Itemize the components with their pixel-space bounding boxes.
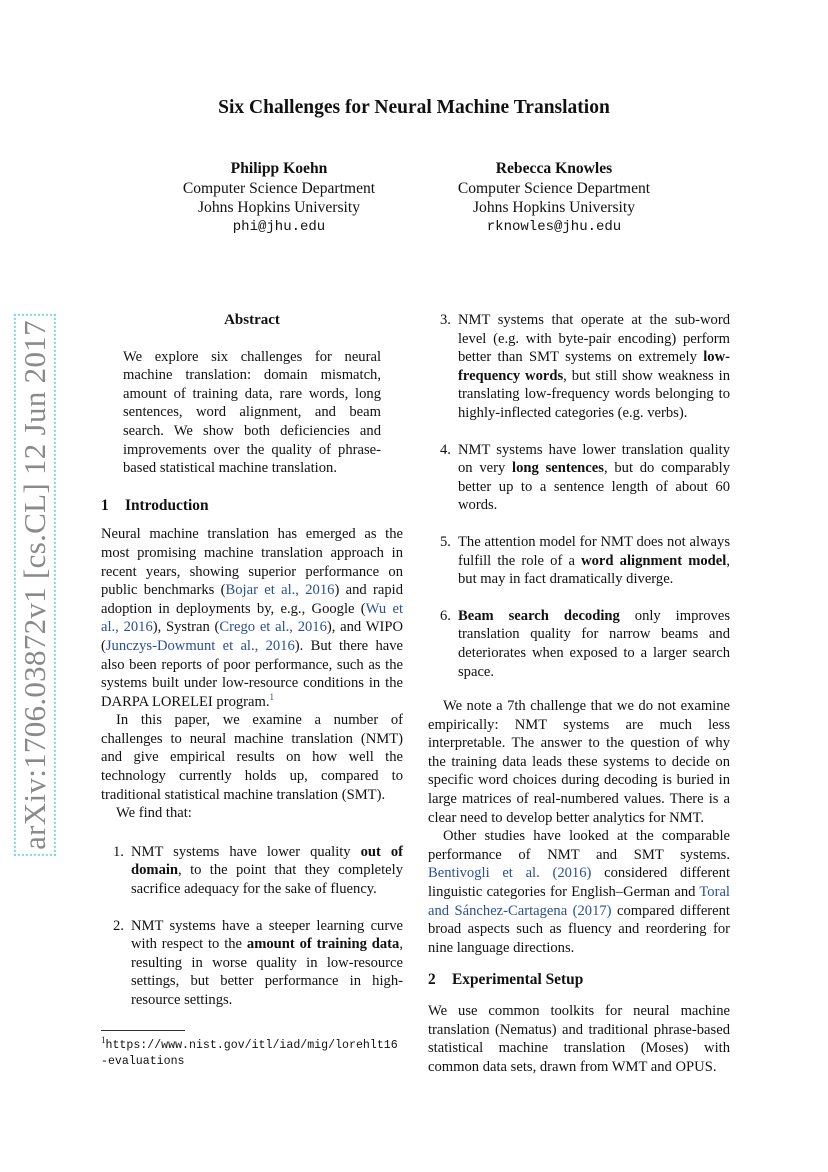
list-number: 4. bbox=[440, 441, 451, 458]
list-item bbox=[428, 441, 730, 515]
paper-title: Six Challenges for Neural Machine Translation bbox=[218, 97, 610, 118]
list-number: 5. bbox=[440, 533, 451, 550]
author-university: Johns Hopkins University bbox=[472, 199, 635, 216]
intro-paragraph bbox=[101, 525, 403, 711]
footnote-marker[interactable]: 1 bbox=[269, 691, 274, 702]
section-title: Introduction bbox=[125, 496, 209, 514]
text-run: ). But there have also been reports of poor performance, such as the systems built under low-resource conditions in the DARPA LORELEI program. bbox=[101, 637, 403, 710]
list-item bbox=[428, 533, 730, 589]
list-number: 2. bbox=[113, 917, 124, 934]
citation-link[interactable]: Bentivogli et al. (2016) bbox=[428, 865, 592, 882]
list-number: 6. bbox=[440, 607, 451, 624]
citation-link[interactable]: Toral and Sánchez-Cartagena (2017) bbox=[428, 884, 730, 919]
text-run: Other studies have looked at the comparable performance of NMT and SMT systems. bbox=[428, 828, 730, 863]
author-email: phi@jhu.edu bbox=[232, 218, 326, 235]
emphasis: amount of training data bbox=[246, 936, 400, 953]
list-item bbox=[101, 843, 403, 899]
text-run: Neural machine translation has emerged as the most promising machine translation approach in recent years, showing superior performance on public benchmarks ( bbox=[101, 526, 403, 599]
text-run: The attention model for NMT does not always fulfill the role of a bbox=[458, 533, 730, 569]
author-name: Rebecca Knowles bbox=[495, 160, 613, 177]
author-department: Computer Science Department bbox=[182, 179, 376, 197]
section-number: 1 bbox=[101, 496, 109, 514]
emphasis: word alignment model bbox=[581, 552, 727, 569]
list-number: 1. bbox=[113, 843, 124, 860]
citation-link[interactable]: Junczys-Dowmunt et al., 2016 bbox=[105, 637, 295, 654]
challenge-list bbox=[428, 311, 730, 681]
text-run: compared different broad aspects such as fluency and reordering for nine language directions. bbox=[428, 902, 730, 956]
emphasis: long sentences bbox=[512, 460, 604, 477]
text-run: NMT systems have lower translation quality on very bbox=[458, 441, 730, 477]
text-run: , but do comparably better up to a sentence length of about 60 words. bbox=[458, 460, 730, 514]
list-item bbox=[428, 311, 730, 423]
text-run: NMT systems that operate at the sub-word level (e.g. with byte-pair encoding) perform better than SMT systems on extremely bbox=[458, 312, 730, 366]
text-run: , resulting in worse quality in low-resource settings, but better performance in high-resource settings. bbox=[131, 936, 403, 1008]
section-heading bbox=[101, 497, 403, 516]
footnote bbox=[101, 1030, 403, 1069]
body-paragraph: We use common toolkits for neural machine translation (Nematus) and traditional phrase-based statistical machine translation (Moses) with common data sets, drawn from WMT and OPUS. bbox=[428, 1003, 730, 1075]
emphasis: low-frequency words bbox=[458, 349, 730, 384]
author-block bbox=[149, 159, 409, 237]
text-run: ), Systran ( bbox=[152, 619, 220, 636]
right-column bbox=[428, 311, 730, 1076]
emphasis: out of domain bbox=[131, 843, 403, 879]
footnote-url[interactable]: https://www.nist.gov/itl/iad/mig/lorehlt16-evaluations bbox=[101, 1039, 398, 1068]
author-email: rknowles@jhu.edu bbox=[486, 218, 622, 235]
footnote-number: 1 bbox=[101, 1035, 106, 1046]
author-name: Philipp Koehn bbox=[230, 160, 328, 177]
emphasis: Beam search decoding bbox=[458, 607, 620, 624]
intro-paragraph: We find that: bbox=[116, 805, 192, 822]
citation-link[interactable]: Bojar et al., 2016 bbox=[225, 582, 335, 599]
section-title: Experimental Setup bbox=[452, 971, 584, 989]
section-heading bbox=[428, 971, 730, 990]
citation-link[interactable]: Crego et al., 2016 bbox=[219, 619, 327, 636]
text-run: ) and rapid adoption in deployments by, e.g., Google ( bbox=[101, 582, 403, 617]
footnote-rule bbox=[101, 1030, 185, 1031]
body-paragraph bbox=[428, 827, 730, 957]
list-item bbox=[101, 917, 403, 1010]
left-column bbox=[101, 311, 403, 1028]
body-paragraph: We note a 7th challenge that we do not examine empirically: NMT systems are much less interpretable. The answer to the question of why the training data leads these systems to decide on specific word choices during decoding is buried in large matrices of real-numbered values. There is a clear need to develop better analytics for NMT. bbox=[428, 698, 730, 826]
author-university: Johns Hopkins University bbox=[197, 199, 360, 216]
citation-link[interactable]: Wu et al., 2016 bbox=[101, 600, 403, 636]
abstract-heading: Abstract bbox=[224, 312, 280, 328]
abstract-text: We explore six challenges for neural machine translation: domain mismatch, amount of training data, rare words, long sentences, word alignment, and beam search. We show both deficiencies and improvements over the quality of phrase-based statistical machine translation. bbox=[123, 348, 381, 477]
challenge-list bbox=[101, 843, 403, 1010]
arxiv-stamp bbox=[14, 320, 56, 850]
arxiv-id: arXiv:1706.03872v1 [cs.CL] 12 Jun 2017 bbox=[14, 314, 56, 856]
author-department: Computer Science Department bbox=[457, 179, 651, 197]
text-run: only improves translation quality for narrow beams and deteriorates when exposed to a larger search space. bbox=[458, 607, 730, 680]
text-run: , but still show weakness in translating low-frequency words belonging to highly-inflected categories (e.g. verbs). bbox=[458, 367, 730, 421]
text-run: considered different linguistic categories for English–German and bbox=[428, 865, 731, 901]
text-run: NMT systems have a steeper learning curve with respect to the bbox=[131, 917, 403, 953]
list-number: 3. bbox=[440, 312, 451, 328]
list-item bbox=[428, 607, 730, 681]
text-run: , but may in fact dramatically diverge. bbox=[458, 552, 730, 588]
intro-paragraph: In this paper, we examine a number of challenges to neural machine translation (NMT) and give empirical results on how well the technology currently holds up, compared to traditional statistical machine translation (SMT). bbox=[101, 712, 403, 803]
section-number: 2 bbox=[428, 971, 436, 989]
text-run: NMT systems have lower quality bbox=[131, 843, 361, 860]
author-block bbox=[424, 159, 684, 237]
text-run: ), and WIPO ( bbox=[101, 619, 403, 654]
text-run: , to the point that they completely sacrifice adequacy for the sake of fluency. bbox=[131, 862, 403, 898]
